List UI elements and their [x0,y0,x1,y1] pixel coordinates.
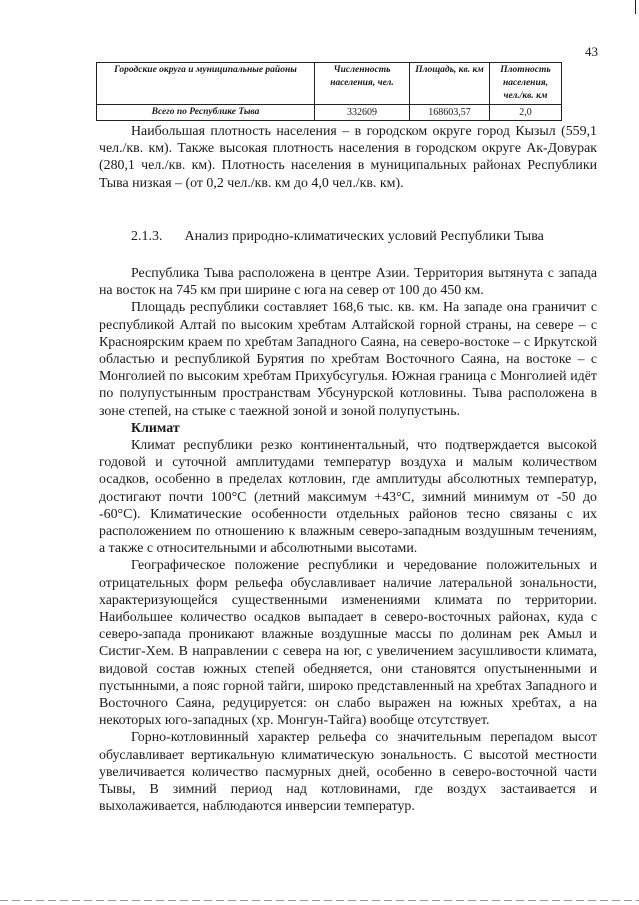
section-title: Анализ природно-климатических условий Республики Тыва [184,229,544,244]
bottom-scan-edge [0,900,639,901]
paragraph-relief: Горно-котловинный характер рельефа со значительным перепадом высот обуславливает вертикальную климатическую зональность. С высотой местности увеличивается количество пасмурных дней, особенно в северо-восточной части Тывы, В зимний период над котловинами, где воздух застаивается и выхолаживается, наблюдаются инверсии температур. [99,730,597,815]
column-header-district: Городские округа и муниципальные районы [97,63,315,105]
section-heading [131,229,544,245]
total-label: Всего по Республике Тыва [97,105,315,121]
paragraph-area-borders: Площадь республики составляет 168,6 тыс. кв. км. На западе она граничит с республикой Алтай по высоким хребтам Алтайской горной страны, на севере – с Красноярским краем по хребтам Западного Саяна, на северо-востоке – с Иркутской областью и республикой Бурятия по хребтам Восточного Саяна, на востоке – с Монголией по высоким хребтам Прихубсугулья. Южная граница с Монголией идёт по полупустынным пространствам Убсунурской котловины. Тыва расположена в зоне степей, на стыке с таежной зоной и зоной полупустынь. [99,300,597,419]
climate-subheading: Климат [131,420,180,436]
total-population: 332609 [315,105,410,121]
paragraph-location: Республика Тыва расположена в центре Азии. Территория вытянута с запада на восток на 745 км при ширине с юга на север от 100 до 450 км. [99,266,597,299]
column-header-population: Численность населения, чел. [315,63,410,105]
total-density: 2,0 [490,105,562,121]
population-table [96,62,562,121]
table-total-row [97,105,562,121]
total-area: 168603,57 [410,105,490,121]
column-header-density: Плотность населения, чел./кв. км [490,63,562,105]
section-number: 2.1.3. [131,229,163,244]
column-header-area: Площадь, кв. км [410,63,490,105]
intro-text-block [99,123,597,192]
intro-paragraph: Наибольшая плотность населения – в городском округе город Кызыл (559,1 чел./кв. км). Также высокая плотность населения в городском округе Ак-Довурак (280,1 чел./кв. км). Плотность населения в муниципальных районах Республики Тыва низкая – (от 0,2 чел./кв. км до 4,0 чел./кв. км). [99,124,597,191]
body-text-block [99,265,597,816]
paragraph-geography: Географическое положение республики и чередование положительных и отрицательных форм рельефа обуславливает наличие латеральной зональности, характеризующейся существенными изменениями климата по территории. Наибольшее количество осадков выпадает в северо-восточных районах, куда с северо-запада проникают влажные воздушные массы по долинам рек Амыл и Систиг-Хем. В направлении с севера на юг, с увеличением засушливости климата, видовой состав южных степей обедняется, они становятся опустыненными и пустынными, а пояс горной тайги, широко представленный на хребтах Западного и Восточного Саяна, редуцируется: он слабо выражен на южных хребтах, а на некоторых юго-западных (хр. Монгун-Тайга) вообще отсутствует. [99,558,597,729]
paragraph-climate: Климат республики резко континентальный, что подтверждается высокой годовой и суточной амплитудами температур воздуха и малым количеством осадков, особенно в пределах котловин, где амплитуды абсолютных температур, достигают почти 100°C (летний максимум +43°C, зимний минимум от -50 до -60°C). Климатические особенности отдельных районов тесно связаны с их расположением по отношению к влажным северо-западным воздушным течениям, а также с относительными и абсолютными высотами. [99,438,597,557]
table-header-row [97,63,562,105]
page-number: 43 [585,44,598,59]
edge-mark [635,0,636,14]
